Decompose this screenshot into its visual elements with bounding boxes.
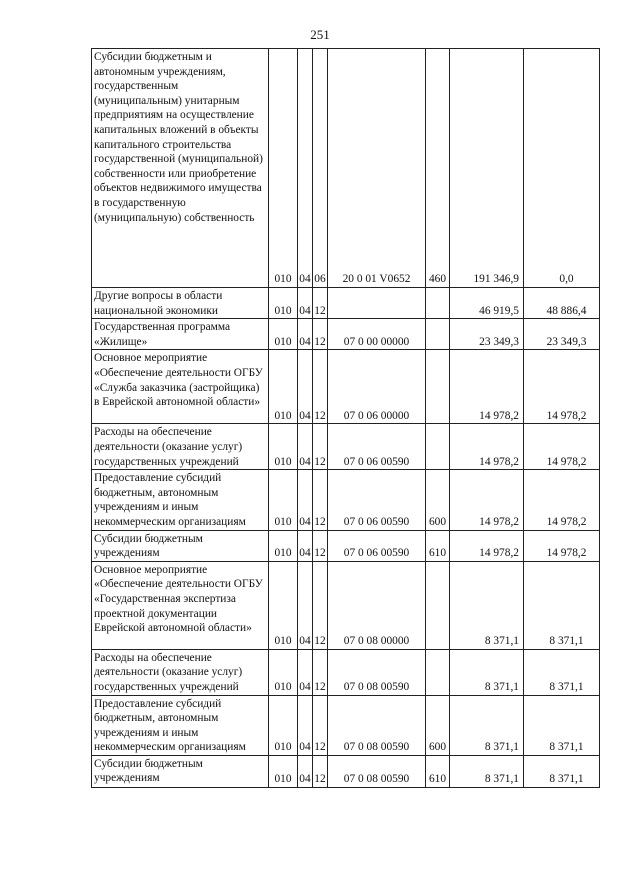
target-article-code: 07 0 06 00000: [328, 350, 426, 424]
expense-type-code: 600: [426, 695, 450, 755]
target-article-code: 20 0 01 V0652: [328, 49, 426, 288]
grbs-code: 010: [269, 288, 298, 319]
section-code: 04: [298, 49, 313, 288]
subsection-code: 12: [313, 319, 328, 350]
grbs-code: 010: [269, 424, 298, 470]
subsection-code: 12: [313, 561, 328, 649]
section-code: 04: [298, 288, 313, 319]
section-code: 04: [298, 755, 313, 787]
grbs-code: 010: [269, 530, 298, 561]
row-name: Расходы на обеспечение деятельности (оказание услуг) государственных учреждений: [92, 649, 269, 695]
subsection-code: 12: [313, 288, 328, 319]
expense-type-code: [426, 350, 450, 424]
section-code: 04: [298, 424, 313, 470]
amount-year-1: 46 919,5: [450, 288, 524, 319]
section-code: 04: [298, 695, 313, 755]
target-article-code: 07 0 00 00000: [328, 319, 426, 350]
amount-year-1: 8 371,1: [450, 649, 524, 695]
section-code: 04: [298, 649, 313, 695]
grbs-code: 010: [269, 49, 298, 288]
row-name: Субсидии бюджетным и автономным учреждениям, государственным (муниципальным) унитарным предприятиям на осуществление капитальных вложений в объекты капитального строительства государственной (муниципальной) собственности или приобретение объектов недвижимого имущества в государственную (муниципальную) собственность: [92, 49, 269, 288]
expense-type-code: [426, 649, 450, 695]
amount-year-1: 14 978,2: [450, 350, 524, 424]
target-article-code: 07 0 08 00590: [328, 649, 426, 695]
amount-year-2: 14 978,2: [524, 350, 600, 424]
target-article-code: 07 0 08 00000: [328, 561, 426, 649]
amount-year-2: 8 371,1: [524, 695, 600, 755]
section-code: 04: [298, 530, 313, 561]
table-row: [92, 470, 600, 530]
table-row: [92, 649, 600, 695]
table-row: [92, 561, 600, 649]
expense-type-code: 600: [426, 470, 450, 530]
section-code: 04: [298, 319, 313, 350]
expense-type-code: [426, 561, 450, 649]
amount-year-2: 8 371,1: [524, 561, 600, 649]
section-code: 04: [298, 350, 313, 424]
amount-year-2: 14 978,2: [524, 530, 600, 561]
table-row: [92, 424, 600, 470]
subsection-code: 12: [313, 755, 328, 787]
section-code: 04: [298, 470, 313, 530]
grbs-code: 010: [269, 755, 298, 787]
amount-year-1: 14 978,2: [450, 530, 524, 561]
target-article-code: 07 0 06 00590: [328, 470, 426, 530]
amount-year-1: 8 371,1: [450, 695, 524, 755]
row-name: Расходы на обеспечение деятельности (оказание услуг) государственных учреждений: [92, 424, 269, 470]
table-row: [92, 755, 600, 787]
table-row: [92, 695, 600, 755]
amount-year-2: 14 978,2: [524, 470, 600, 530]
amount-year-2: 0,0: [524, 49, 600, 288]
budget-table: [91, 48, 600, 788]
amount-year-2: 8 371,1: [524, 649, 600, 695]
subsection-code: 12: [313, 470, 328, 530]
amount-year-2: 48 886,4: [524, 288, 600, 319]
target-article-code: [328, 288, 426, 319]
subsection-code: 12: [313, 530, 328, 561]
row-name: Другие вопросы в области национальной экономики: [92, 288, 269, 319]
table-body: [92, 49, 600, 788]
amount-year-1: 8 371,1: [450, 755, 524, 787]
row-name: Основное мероприятие «Обеспечение деятельности ОГБУ «Служба заказчика (застройщика) в Еврейской автономной области»: [92, 350, 269, 424]
subsection-code: 12: [313, 350, 328, 424]
target-article-code: 07 0 08 00590: [328, 695, 426, 755]
amount-year-1: 8 371,1: [450, 561, 524, 649]
table-row: [92, 530, 600, 561]
page-number: 251: [310, 27, 330, 42]
amount-year-2: 23 349,3: [524, 319, 600, 350]
table-row: [92, 319, 600, 350]
expense-type-code: [426, 288, 450, 319]
grbs-code: 010: [269, 695, 298, 755]
amount-year-1: 23 349,3: [450, 319, 524, 350]
section-code: 04: [298, 561, 313, 649]
amount-year-2: 8 371,1: [524, 755, 600, 787]
row-name: Государственная программа «Жилище»: [92, 319, 269, 350]
grbs-code: 010: [269, 319, 298, 350]
expense-type-code: 610: [426, 530, 450, 561]
target-article-code: 07 0 06 00590: [328, 424, 426, 470]
row-name: Основное мероприятие «Обеспечение деятельности ОГБУ «Государственная экспертиза проектной документации Еврейской автономной области»: [92, 561, 269, 649]
table-row: [92, 49, 600, 288]
grbs-code: 010: [269, 649, 298, 695]
amount-year-1: 14 978,2: [450, 424, 524, 470]
expense-type-code: [426, 424, 450, 470]
expense-type-code: 460: [426, 49, 450, 288]
subsection-code: 12: [313, 695, 328, 755]
row-name: Предоставление субсидий бюджетным, автономным учреждениям и иным некоммерческим организациям: [92, 470, 269, 530]
grbs-code: 010: [269, 350, 298, 424]
grbs-code: 010: [269, 470, 298, 530]
subsection-code: 06: [313, 49, 328, 288]
table-row: [92, 350, 600, 424]
table-row: [92, 288, 600, 319]
amount-year-2: 14 978,2: [524, 424, 600, 470]
expense-type-code: [426, 319, 450, 350]
row-name: Субсидии бюджетным учреждениям: [92, 530, 269, 561]
target-article-code: 07 0 08 00590: [328, 755, 426, 787]
amount-year-1: 191 346,9: [450, 49, 524, 288]
subsection-code: 12: [313, 649, 328, 695]
grbs-code: 010: [269, 561, 298, 649]
subsection-code: 12: [313, 424, 328, 470]
row-name: Предоставление субсидий бюджетным, автономным учреждениям и иным некоммерческим организациям: [92, 695, 269, 755]
amount-year-1: 14 978,2: [450, 470, 524, 530]
row-name: Субсидии бюджетным учреждениям: [92, 755, 269, 787]
target-article-code: 07 0 06 00590: [328, 530, 426, 561]
expense-type-code: 610: [426, 755, 450, 787]
